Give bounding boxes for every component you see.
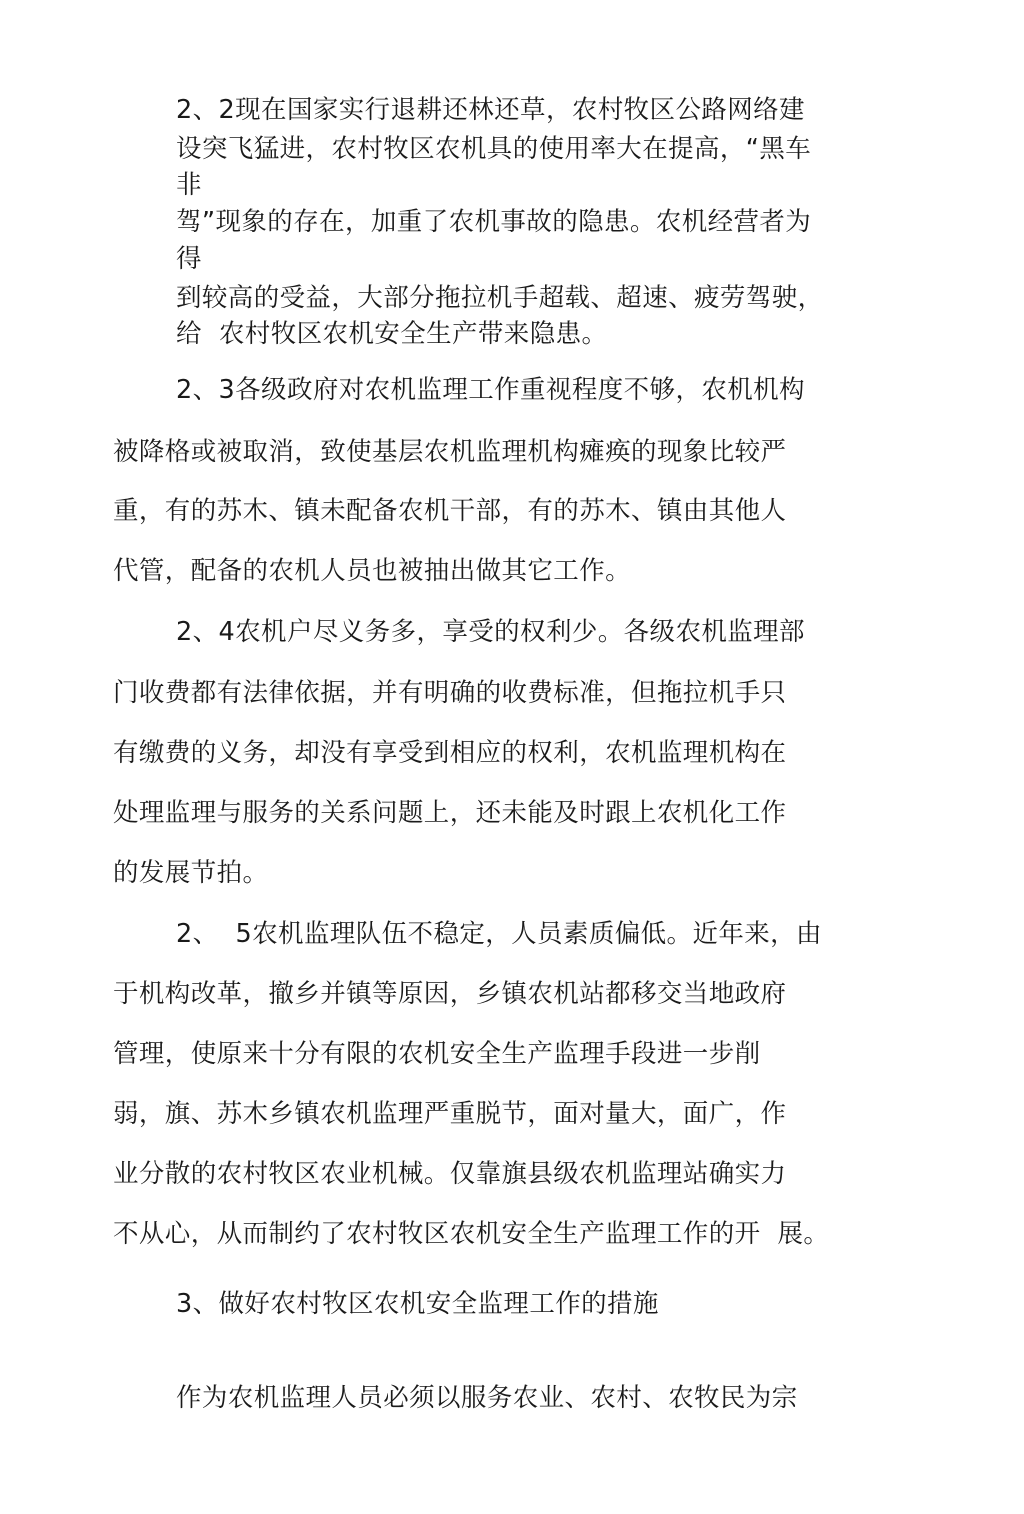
text-line: 非 bbox=[176, 170, 202, 200]
text-line: 弱，旗、苏木乡镇农机监理严重脱节，面对量大，面广，作 bbox=[113, 1099, 787, 1129]
text-line: 重，有的苏木、镇未配备农机干部，有的苏木、镇由其他人 bbox=[113, 496, 787, 526]
text-line: 2、2现在国家实行退耕还林还草，农村牧区公路网络建 bbox=[176, 95, 805, 125]
section-heading: 3、做好农村牧区农机安全监理工作的措施 bbox=[176, 1289, 659, 1319]
text-line: 被降格或被取消，致使基层农机监理机构瘫痪的现象比较严 bbox=[113, 437, 787, 467]
text-line: 到较高的受益，大部分拖拉机手超载、超速、疲劳驾驶， bbox=[176, 283, 824, 313]
text-line: 2、 5农机监理队伍不稳定，人员素质偏低。近年来，由 bbox=[176, 919, 822, 949]
text-line: 管理，使原来十分有限的农机安全生产监理手段进一步削 bbox=[113, 1039, 761, 1069]
text-line: 于机构改革，撤乡并镇等原因，乡镇农机站都移交当地政府 bbox=[113, 979, 787, 1009]
text-line: 作为农机监理人员必须以服务农业、农村、农牧民为宗 bbox=[176, 1383, 798, 1413]
text-line: 不从心，从而制约了农村牧区农机安全生产监理工作的开 展。 bbox=[113, 1219, 830, 1249]
text-line: 有缴费的义务，却没有享受到相应的权利，农机监理机构在 bbox=[113, 738, 787, 768]
text-line: 代管，配备的农机人员也被抽出做其它工作。 bbox=[113, 556, 632, 586]
text-line: 门收费都有法律依据，并有明确的收费标准，但拖拉机手只 bbox=[113, 678, 787, 708]
text-line: 设突飞猛进，农村牧区农机具的使用率大在提高，“黑车 bbox=[176, 134, 812, 164]
text-line: 给 农村牧区农机安全生产带来隐患。 bbox=[176, 319, 608, 349]
text-line: 2、4农机户尽义务多，享受的权利少。各级农机监理部 bbox=[176, 617, 805, 647]
text-line: 得 bbox=[176, 244, 202, 274]
text-line: 业分散的农村牧区农业机械。仅靠旗县级农机监理站确实力 bbox=[113, 1159, 787, 1189]
text-line: 2、3各级政府对农机监理工作重视程度不够，农机机构 bbox=[176, 375, 805, 405]
text-line: 的发展节拍。 bbox=[113, 858, 269, 888]
text-line: 处理监理与服务的关系问题上，还未能及时跟上农机化工作 bbox=[113, 798, 787, 828]
text-line: 驾”现象的存在，加重了农机事故的隐患。农机经营者为 bbox=[176, 207, 812, 237]
